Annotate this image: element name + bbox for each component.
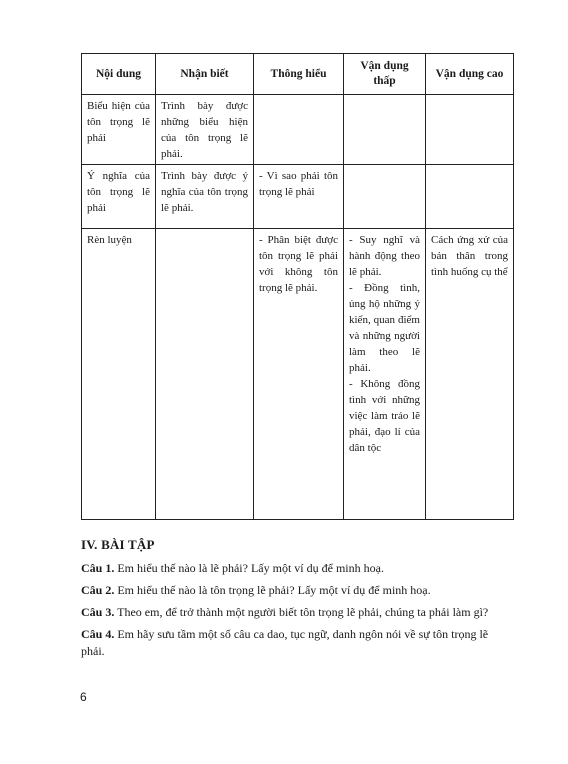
cell-nhan-biet <box>156 229 254 520</box>
cell-van-dung-thap <box>344 165 426 229</box>
list-item <box>81 560 513 577</box>
question-text: Em hãy sưu tầm một số câu ca dao, tục ngữ, danh ngôn nói về sự tôn trọng lẽ phải. <box>81 627 489 658</box>
list-item <box>81 604 513 621</box>
table-row <box>82 165 514 229</box>
question-list <box>81 560 513 665</box>
question-label: Câu 1. <box>81 561 115 575</box>
cell-van-dung-thap <box>344 95 426 165</box>
column-header-noi-dung: Nội dung <box>82 54 156 95</box>
cell-thong-hieu: - Vì sao phải tôn trọng lẽ phải <box>254 165 344 229</box>
list-item <box>81 626 513 660</box>
table-header-row <box>82 54 514 95</box>
table-row <box>82 95 514 165</box>
cell-van-dung-cao <box>426 95 514 165</box>
question-text: Em hiểu thế nào là tôn trọng lẽ phải? Lấy một ví dụ để minh hoạ. <box>117 583 431 597</box>
van-dung-thap-item: - Suy nghĩ và hành động theo lẽ phải. <box>349 234 420 278</box>
competency-matrix-table <box>81 53 514 520</box>
table-row <box>82 229 514 520</box>
cell-thong-hieu <box>254 95 344 165</box>
cell-thong-hieu: - Phân biệt được tôn trọng lẽ phải với không tôn trọng lẽ phải. <box>254 229 344 520</box>
cell-nhan-biet: Trình bày được ý nghĩa của tôn trọng lẽ phải. <box>156 165 254 229</box>
list-item <box>81 582 513 599</box>
cell-van-dung-cao <box>426 165 514 229</box>
question-label: Câu 2. <box>81 583 115 597</box>
question-label: Câu 3. <box>81 605 115 619</box>
cell-noi-dung: Ý nghĩa của tôn trọng lẽ phải <box>82 165 156 229</box>
van-dung-thap-item: - Không đồng tình với những việc làm tráo lẽ phải, đạo lí của dân tộc <box>349 378 420 454</box>
page-number: 6 <box>80 690 87 704</box>
van-dung-thap-item: - Đồng tình, ủng hộ những ý kiến, quan điểm và những người làm theo lẽ phải. <box>349 282 420 374</box>
cell-noi-dung: Rèn luyện <box>82 229 156 520</box>
question-text: Em hiểu thế nào là lẽ phải? Lấy một ví dụ để minh hoạ. <box>117 561 384 575</box>
section-title-bai-tap: IV. BÀI TẬP <box>81 537 155 552</box>
question-text: Theo em, để trở thành một người biết tôn trọng lẽ phải, chúng ta phải làm gì? <box>117 605 489 619</box>
cell-noi-dung: Biểu hiện của tôn trọng lẽ phải <box>82 95 156 165</box>
column-header-nhan-biet: Nhận biết <box>156 54 254 95</box>
column-header-van-dung-thap: Vận dụng thấp <box>344 54 426 95</box>
cell-nhan-biet: Trình bày được những biểu hiện của tôn trọng lẽ phải. <box>156 95 254 165</box>
cell-van-dung-cao: Cách ứng xử của bản thân trong tình huống cụ thể <box>426 229 514 520</box>
question-label: Câu 4. <box>81 627 115 641</box>
column-header-thong-hieu: Thông hiểu <box>254 54 344 95</box>
column-header-van-dung-cao: Vận dụng cao <box>426 54 514 95</box>
cell-van-dung-thap <box>344 229 426 520</box>
